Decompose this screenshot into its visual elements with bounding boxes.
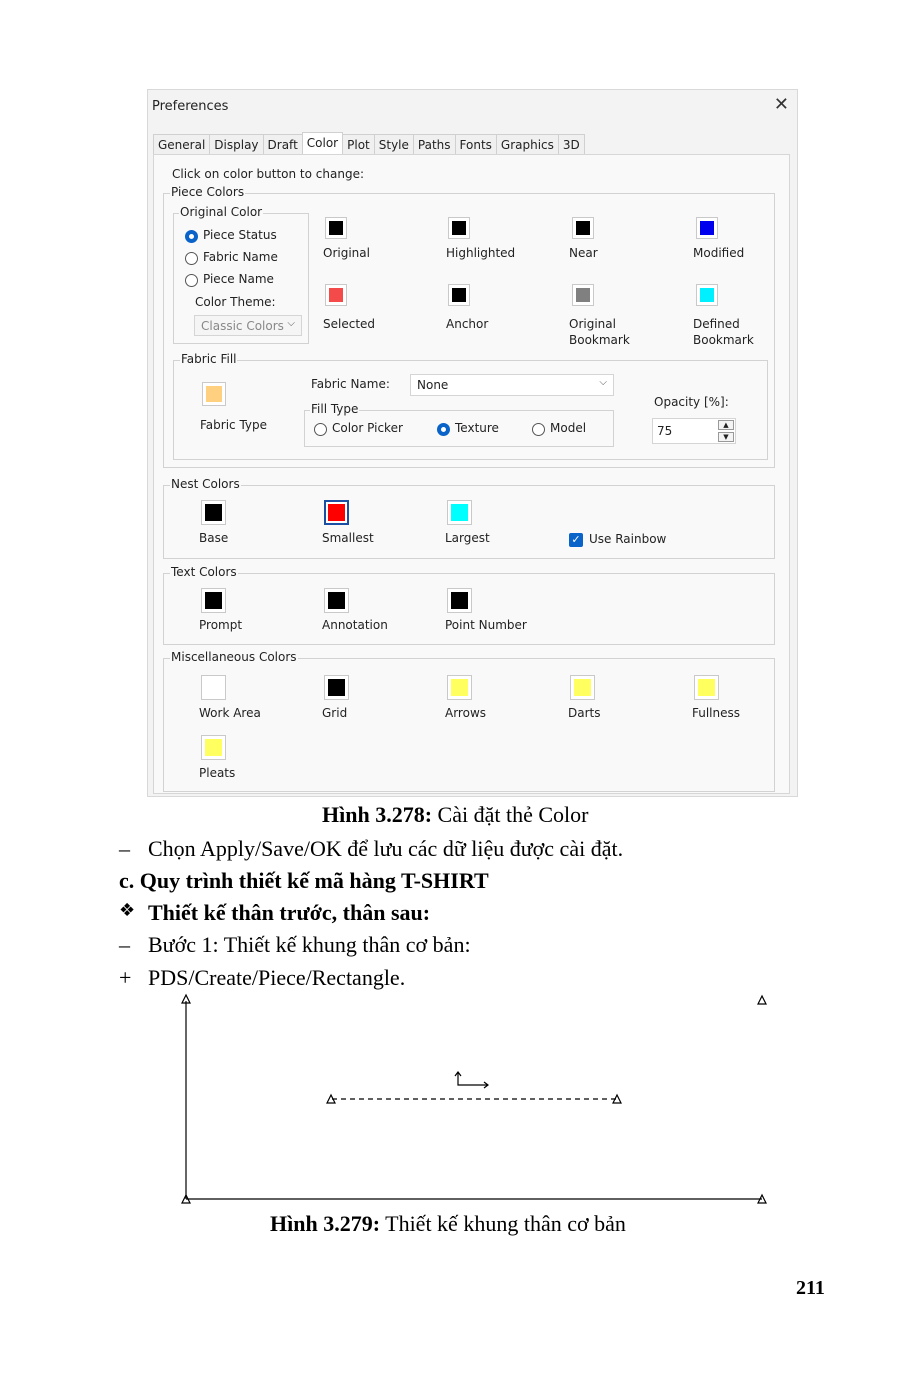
swatch-label: Bookmark — [569, 333, 630, 347]
triangle-marker-icon — [758, 996, 766, 1004]
swatch-label: Arrows — [445, 706, 487, 720]
swatch-label: Pleats — [199, 766, 236, 780]
tab-fonts[interactable]: Fonts — [455, 134, 497, 154]
swatch-label: Highlighted — [446, 246, 516, 260]
tab-draft[interactable]: Draft — [263, 134, 303, 154]
swatch-label: Prompt — [199, 618, 243, 632]
subsection-heading: Thiết kế thân trước, thân sau: — [148, 900, 431, 925]
swatch-label: Bookmark — [693, 333, 754, 347]
swatch-label: Base — [199, 531, 229, 545]
swatch-label: Darts — [568, 706, 601, 720]
radio-label: Model — [550, 421, 587, 435]
radio-label: Piece Name — [203, 272, 274, 286]
spin-up-icon[interactable]: ▲ — [718, 420, 734, 430]
color-theme-label: Color Theme: — [195, 295, 276, 309]
swatch-label: Defined — [693, 317, 740, 331]
fabric-fill-label: Fabric Fill — [181, 352, 237, 366]
swatch-label: Smallest — [322, 531, 374, 545]
use-rainbow-checkbox[interactable]: ✓ — [569, 533, 583, 547]
text-colors-label: Text Colors — [171, 565, 237, 579]
tab-color[interactable]: Color — [302, 132, 343, 154]
radio-label: Fabric Name — [203, 250, 278, 264]
opacity-spinner[interactable]: 75 ▲ ▼ — [652, 418, 736, 444]
page-number: 211 — [796, 1277, 825, 1299]
bullet-plus: + — [119, 965, 132, 990]
fabric-type-label: Fabric Type — [200, 418, 268, 432]
tab-general[interactable]: General — [153, 134, 210, 154]
swatch-label: Grid — [322, 706, 348, 720]
instruction-text: Click on color button to change: — [172, 167, 364, 181]
swatch-label: Selected — [323, 317, 376, 331]
figure-caption: Hình 3.278: Cài đặt thẻ Color — [322, 802, 589, 827]
tab-paths[interactable]: Paths — [413, 134, 456, 154]
spin-down-icon[interactable]: ▼ — [718, 432, 734, 442]
dialog-title: Preferences — [152, 99, 229, 114]
swatch-label: Fullness — [692, 706, 741, 720]
opacity-label: Opacity [%]: — [654, 395, 729, 409]
radio-label: Piece Status — [203, 228, 277, 242]
section-heading: c. Quy trình thiết kế mã hàng T-SHIRT — [119, 868, 489, 893]
swatch-label: Annotation — [322, 618, 388, 632]
tab-display[interactable]: Display — [209, 134, 263, 154]
bullet-dash: – — [119, 932, 130, 957]
swatch-label: Anchor — [446, 317, 489, 331]
paragraph-line: Bước 1: Thiết kế khung thân cơ bản: — [148, 932, 471, 957]
tab-3d[interactable]: 3D — [558, 134, 585, 154]
original-color-label: Original Color — [180, 205, 263, 219]
chevron-down-icon: ⌵ — [287, 318, 295, 329]
bullet-dash: – — [119, 836, 130, 861]
close-icon[interactable]: ✕ — [773, 94, 789, 115]
figure-caption: Hình 3.279: Thiết kế khung thân cơ bản — [270, 1211, 626, 1236]
swatch-label: Near — [569, 246, 598, 260]
piece-colors-label: Piece Colors — [171, 185, 245, 199]
paragraph-line: PDS/Create/Piece/Rectangle. — [148, 965, 406, 990]
swatch-label: Point Number — [445, 618, 527, 632]
swatch-label: Largest — [445, 531, 490, 545]
fill-type-label: Fill Type — [311, 402, 359, 416]
paragraph-line: Chọn Apply/Save/OK để lưu các dữ liệu được cài đặt. — [148, 836, 624, 861]
tab-plot[interactable]: Plot — [342, 134, 375, 154]
tab-style[interactable]: Style — [374, 134, 414, 154]
use-rainbow-label: Use Rainbow — [589, 532, 667, 546]
fabric-name-select[interactable]: None ⌵ — [410, 374, 614, 396]
nest-colors-label: Nest Colors — [171, 477, 240, 491]
swatch-label: Work Area — [199, 706, 261, 720]
axis-arrow-icon — [458, 1072, 488, 1085]
misc-colors-label: Miscellaneous Colors — [171, 650, 297, 664]
tab-graphics[interactable]: Graphics — [496, 134, 559, 154]
chevron-down-icon: ⌵ — [599, 377, 607, 388]
radio-label: Texture — [455, 421, 499, 435]
fabric-name-label: Fabric Name: — [311, 377, 390, 391]
color-theme-select[interactable]: Classic Colors ⌵ — [194, 315, 302, 336]
swatch-label: Original — [569, 317, 616, 331]
swatch-label: Original — [323, 246, 370, 260]
diamond-bullet-icon: ❖ — [119, 900, 136, 921]
radio-label: Color Picker — [332, 421, 403, 435]
swatch-label: Modified — [693, 246, 745, 260]
